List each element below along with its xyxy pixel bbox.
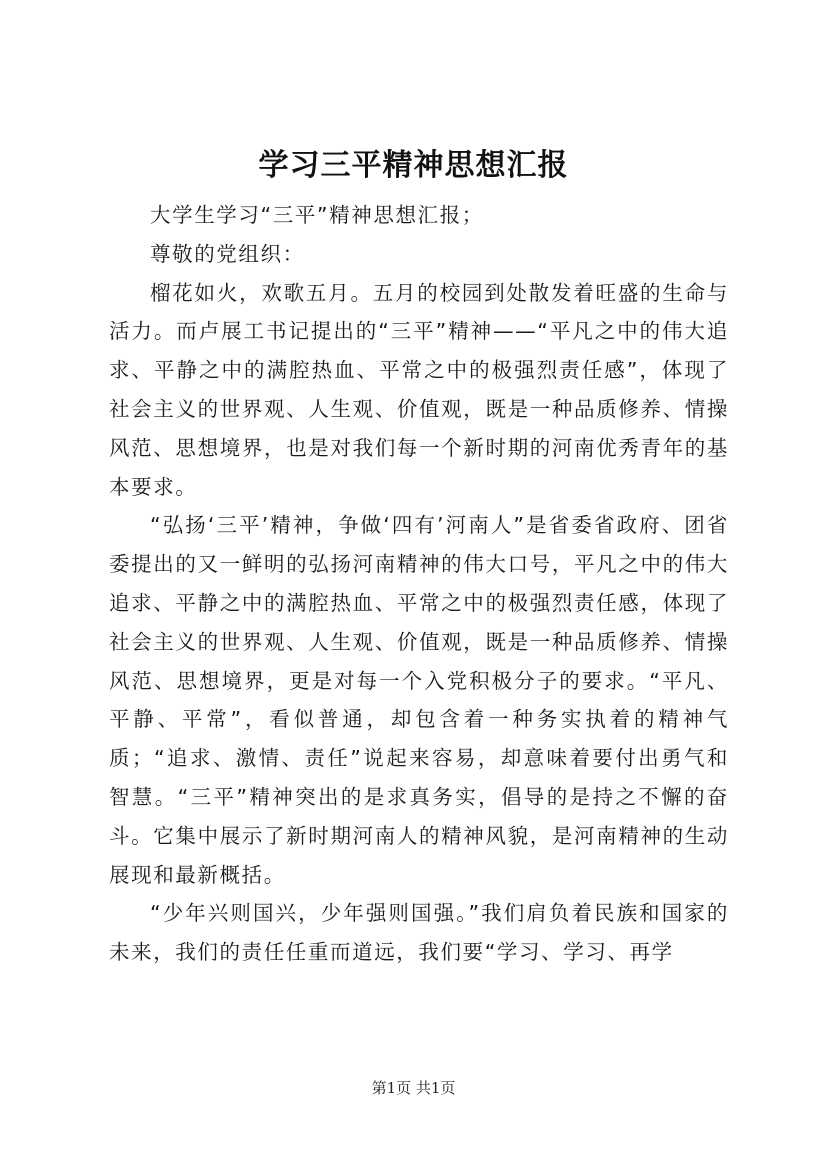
document-title: 学习三平精神思想汇报 — [258, 148, 569, 183]
paragraph-2: “弘扬‘三平’精神，争做‘四有’河南人”是省委省政府、团省委提出的又一鲜明的弘扬河南精神的伟大口号，平凡之中的伟大追求、平静之中的满腔热血、平常之中的极强烈责任感，体现了社会主义的世界观、人生观、价值观，既是一种品质修养、情操风范、思想境界，更是对每一个入党积极分子的要求。“平凡、平静、平常”，看似普通，却包含着一种务实执着的精神气质；“追求、激情、责任”说起来容易，却意味着要付出勇气和智慧。“三平”精神突出的是求真务实，倡导的是持之不懈的奋斗。它集中展示了新时期河南人的精神风貌，是河南精神的生动展现和最新概括。 — [109, 513, 729, 887]
paragraph-subtitle: 大学生学习“三平”精神思想汇报； — [150, 203, 484, 227]
paragraph-3: “少年兴则国兴，少年强则国强。”我们肩负着民族和国家的未来，我们的责任任重而道远，我们要“学习、学习、再学 — [109, 901, 729, 965]
paragraph-salutation: 尊敬的党组织： — [150, 241, 305, 266]
document-body — [109, 196, 729, 972]
page-footer: 第1页 共1页 — [371, 1079, 456, 1097]
paragraph-1: 榴花如火，欢歌五月。五月的校园到处散发着旺盛的生命与活力。而卢展工书记提出的“三平”精神——“平凡之中的伟大追求、平静之中的满腔热血、平常之中的极强烈责任感”，体现了社会主义的世界观、人生观、价值观，既是一种品质修养、情操风范、思想境界，也是对我们每一个新时期的河南优秀青年的基本要求。 — [109, 280, 729, 499]
